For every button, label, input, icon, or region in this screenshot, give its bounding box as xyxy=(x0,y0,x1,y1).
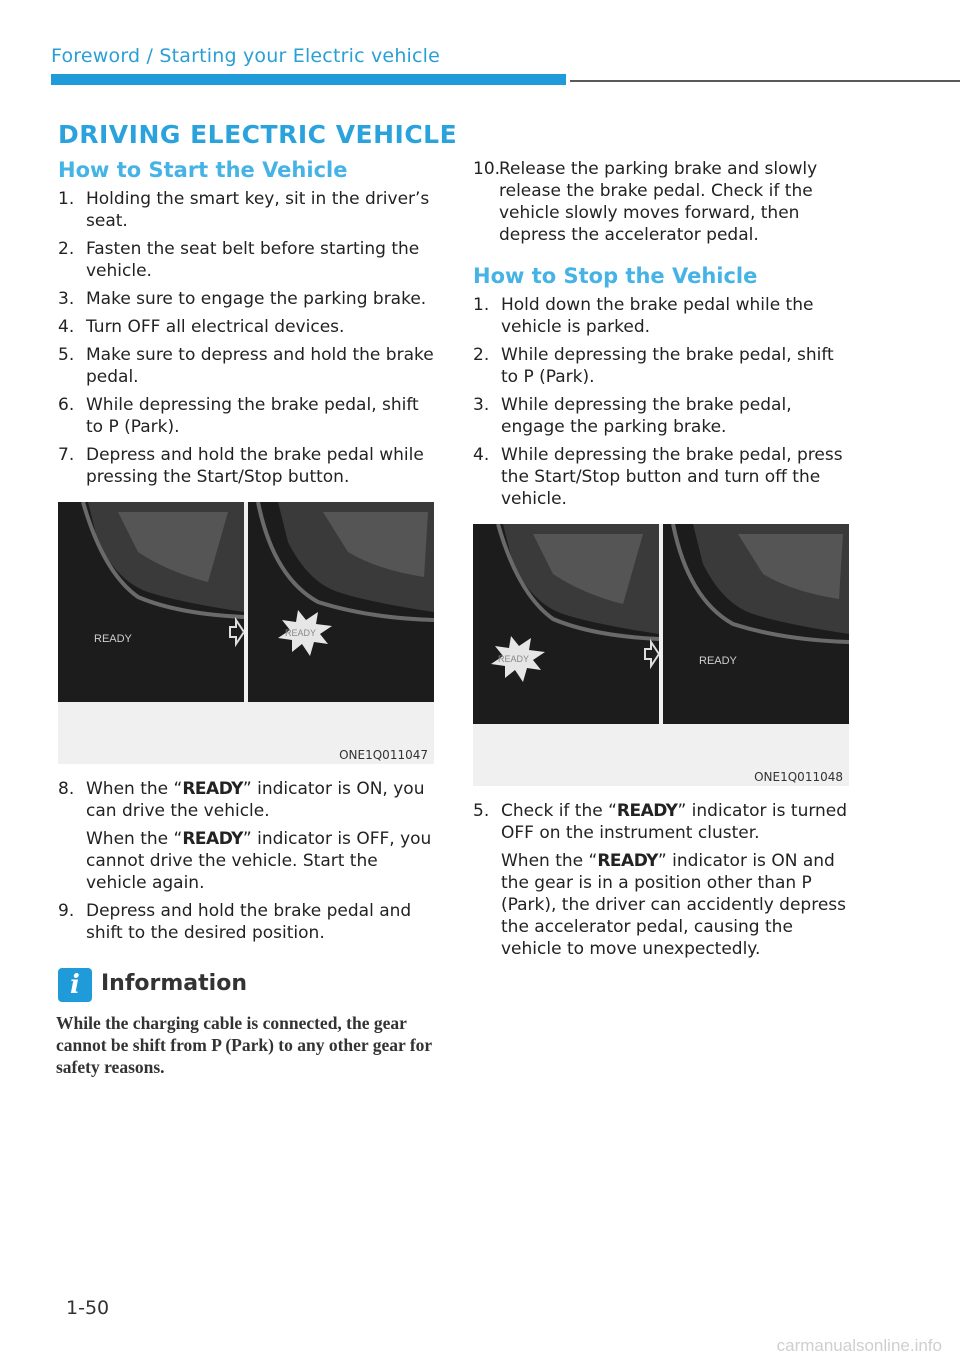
cluster-illustration xyxy=(248,502,434,702)
page-number: 1-50 xyxy=(66,1297,110,1319)
cluster-illustration xyxy=(58,502,244,702)
step-text: Release the parking brake and slowly release the brake pedal. Check if the vehicle slowly moves forward, then depress the accelerator pedal. xyxy=(499,159,818,245)
stop-subheading: How to Stop the Vehicle xyxy=(473,264,758,288)
step-text: Turn OFF all electrical devices. xyxy=(86,317,345,337)
list-item xyxy=(58,778,438,894)
information-title: Information xyxy=(101,971,247,996)
start-steps-cont xyxy=(58,778,438,944)
step-number: 5. xyxy=(473,801,490,821)
step-text: While depressing the brake pedal, engage the parking brake. xyxy=(501,395,792,437)
step-text-post: ” indicator is ON and the gear is in a position other than P (Park), the driver can accidently depress the accelerator pedal, causing the vehicle to move unexpectedly. xyxy=(501,851,847,959)
list-item xyxy=(58,288,438,310)
left-column xyxy=(58,158,438,1078)
step-text xyxy=(86,828,438,894)
cluster-panel-before xyxy=(58,502,244,702)
step-number: 6. xyxy=(58,395,75,415)
step-text: Fasten the seat belt before starting the vehicle. xyxy=(86,239,420,281)
ready-label: READY xyxy=(699,655,737,667)
step-text: Make sure to depress and hold the brake pedal. xyxy=(86,345,434,387)
information-box xyxy=(58,968,438,1078)
ready-indicator-label: READY xyxy=(597,851,658,871)
step-text-post: ” indicator is ON, you can drive the vehicle. xyxy=(86,779,425,821)
step-text: Depress and hold the brake pedal while pressing the Start/Stop button. xyxy=(86,445,424,487)
section-title: DRIVING ELECTRIC VEHICLE xyxy=(58,120,458,149)
step-text-pre: Check if the “ xyxy=(501,801,617,821)
step-text-post: ” indicator is OFF, you cannot drive the vehicle. Start the vehicle again. xyxy=(86,829,432,893)
list-item xyxy=(473,158,853,246)
list-item xyxy=(58,394,438,438)
right-column xyxy=(473,158,853,966)
cluster-panel-after xyxy=(248,502,434,702)
step-number: 2. xyxy=(473,345,490,365)
figure-code: ONE1Q011048 xyxy=(754,770,843,784)
step-text: While depressing the brake pedal, shift to P (Park). xyxy=(86,395,419,437)
information-text: While the charging cable is connected, the gear cannot be shift from P (Park) to any other gear for safety reasons. xyxy=(56,1013,432,1077)
list-item xyxy=(473,394,853,438)
ready-on-figure xyxy=(58,502,434,764)
step-text xyxy=(501,850,853,960)
cluster-panel-before xyxy=(473,524,659,724)
cluster-illustration xyxy=(663,524,849,724)
info-icon: i xyxy=(58,968,92,1002)
header-bar-rule xyxy=(570,80,960,82)
step-number: 8. xyxy=(58,779,75,799)
step-number: 2. xyxy=(58,239,75,259)
step-text: Holding the smart key, sit in the driver’s seat. xyxy=(86,189,430,231)
watermark: carmanualsonline.info xyxy=(776,1336,942,1355)
step-text-pre: When the “ xyxy=(86,779,183,799)
stop-steps xyxy=(473,294,853,510)
ready-label: READY xyxy=(285,628,317,638)
step-text: Make sure to engage the parking brake. xyxy=(86,289,427,309)
list-item xyxy=(58,238,438,282)
ready-label: READY xyxy=(498,654,530,664)
step-number: 3. xyxy=(58,289,75,309)
step-text-pre: When the “ xyxy=(501,851,598,871)
start-subheading: How to Start the Vehicle xyxy=(58,158,348,182)
step-number: 5. xyxy=(58,345,75,365)
step-number: 7. xyxy=(58,445,75,465)
step-text: Hold down the brake pedal while the vehicle is parked. xyxy=(501,295,814,337)
step-text xyxy=(86,778,438,822)
start-steps-final xyxy=(473,158,853,246)
cluster-panel-after xyxy=(663,524,849,724)
cluster-illustration xyxy=(473,524,659,724)
step-number: 9. xyxy=(58,901,75,921)
header-bar-accent xyxy=(51,74,566,85)
step-number: 1. xyxy=(473,295,490,315)
list-item xyxy=(58,344,438,388)
step-text-pre: When the “ xyxy=(86,829,183,849)
step-text: While depressing the brake pedal, press the Start/Stop button and turn off the vehicle. xyxy=(501,445,843,509)
step-text: Depress and hold the brake pedal and shift to the desired position. xyxy=(86,901,412,943)
list-item xyxy=(473,800,853,960)
step-text: While depressing the brake pedal, shift to P (Park). xyxy=(501,345,834,387)
ready-indicator-label: READY xyxy=(616,801,678,821)
list-item xyxy=(473,344,853,388)
step-number: 4. xyxy=(58,317,75,337)
information-header xyxy=(58,968,438,1004)
ready-label: READY xyxy=(94,633,132,645)
step-text xyxy=(501,800,853,844)
step-number: 3. xyxy=(473,395,490,415)
list-item xyxy=(473,444,853,510)
start-steps xyxy=(58,188,438,488)
step-number: 10. xyxy=(473,159,501,179)
header-breadcrumb: Foreword / Starting your Electric vehicle xyxy=(51,45,441,67)
ready-indicator-label: READY xyxy=(182,779,243,799)
list-item xyxy=(58,188,438,232)
step-text-post: ” indicator is turned OFF on the instrument cluster. xyxy=(501,801,848,843)
list-item xyxy=(473,294,853,338)
ready-indicator-label: READY xyxy=(182,829,243,849)
list-item xyxy=(58,316,438,338)
list-item xyxy=(58,444,438,488)
list-item xyxy=(58,900,438,944)
step-number: 4. xyxy=(473,445,490,465)
figure-code: ONE1Q011047 xyxy=(339,748,428,762)
stop-steps-cont xyxy=(473,800,853,960)
ready-off-figure xyxy=(473,524,849,786)
step-number: 1. xyxy=(58,189,75,209)
